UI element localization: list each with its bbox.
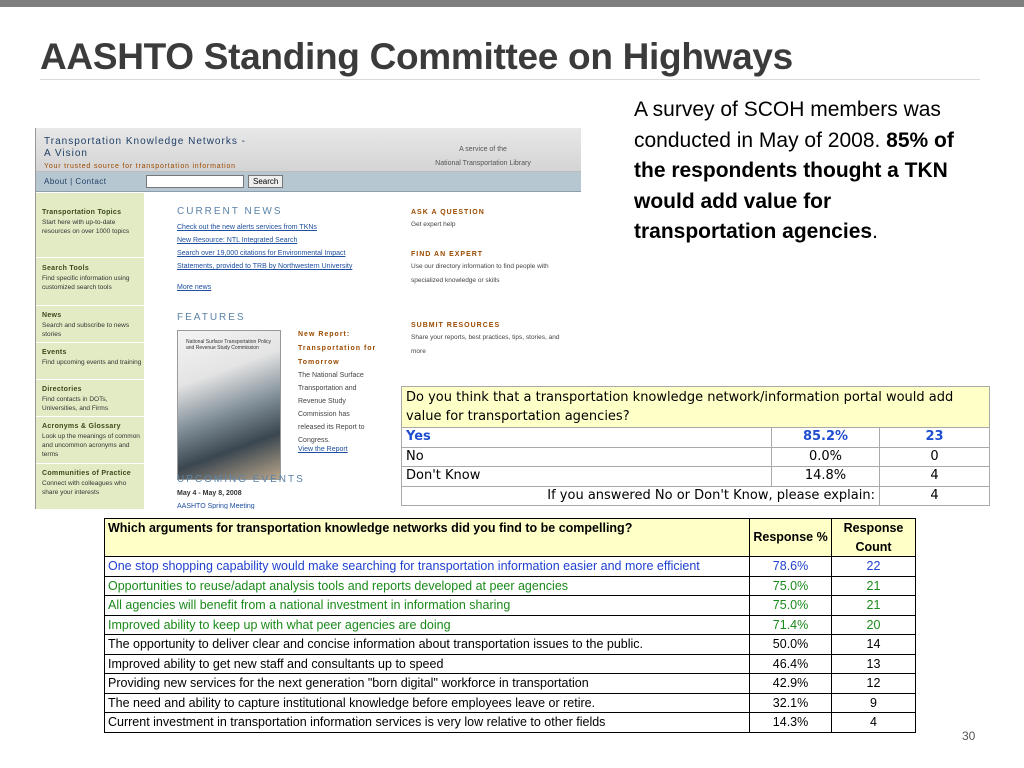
website-search-input[interactable]: [146, 175, 244, 188]
explain-label: If you answered No or Don't Know, please explain:: [402, 486, 880, 506]
argument-count: 4: [832, 713, 916, 733]
service-line1: A service of the: [459, 146, 507, 153]
submit-resources-heading: SUBMIT RESOURCES: [411, 322, 501, 329]
sidebar-item-head: Events: [42, 349, 67, 356]
sidebar-divider: [36, 463, 144, 464]
argument-text: Opportunities to reuse/adapt analysis tools and reports developed at peer agencies: [105, 576, 750, 596]
upcoming-events-heading: UPCOMING EVENTS: [177, 474, 305, 485]
website-header: [36, 128, 581, 172]
argument-text: Improved ability to get new staff and consultants up to speed: [105, 654, 750, 674]
website-sidebar: [36, 193, 144, 509]
argument-text: Improved ability to keep up with what peer agencies are doing: [105, 615, 750, 635]
slide-title: AASHTO Standing Committee on Highways: [40, 36, 793, 77]
answer-label: No: [402, 447, 772, 467]
argument-text: All agencies will benefit from a national investment in information sharing: [105, 596, 750, 616]
sidebar-item-news[interactable]: [42, 311, 142, 339]
explain-count: 4: [880, 486, 990, 506]
argument-percent: 75.0%: [750, 576, 832, 596]
sidebar-item-head: Communities of Practice: [42, 470, 131, 477]
website-brand-line2: A Vision: [44, 148, 88, 159]
summary-intro: A survey of SCOH members was conducted in May of 2008.: [634, 98, 941, 152]
sidebar-divider: [36, 305, 144, 306]
feature-title: New Report: Transportation for Tomorrow: [298, 331, 377, 366]
argument-text: One stop shopping capability would make searching for transportation information easier and more efficient: [105, 557, 750, 577]
event-link[interactable]: AASHTO Spring Meeting: [177, 503, 255, 509]
answer-label: Yes: [402, 428, 772, 448]
sidebar-divider: [36, 379, 144, 380]
website-tagline: Your trusted source for transportation information: [44, 163, 236, 170]
sidebar-item-events[interactable]: [42, 348, 142, 367]
view-report-link[interactable]: View the Report: [298, 446, 348, 453]
website-nav-links[interactable]: About | Contact: [44, 177, 107, 186]
sidebar-item-desc: Search and subscribe to news stories: [42, 322, 130, 338]
question-header: Do you think that a transportation knowledge network/information portal would add value for transportation agencies?: [402, 387, 990, 428]
website-brand-line1: Transportation Knowledge Networks -: [44, 136, 246, 147]
news-link[interactable]: Check out the new alerts services from TKNs: [177, 224, 317, 231]
argument-count: 14: [832, 635, 916, 655]
ask-question-desc: Get expert help: [411, 221, 456, 228]
sidebar-item-desc: Find upcoming events and training: [42, 359, 142, 366]
answer-count: 0: [880, 447, 990, 467]
sidebar-item-desc: Find contacts in DOTs, Universities, and Firms: [42, 396, 109, 412]
find-expert-desc: Use our directory information to find people with specialized knowledge or skills: [411, 263, 549, 284]
arguments-question-header: Which arguments for transportation knowledge networks did you find to be compelling?: [105, 519, 750, 557]
argument-count: 20: [832, 615, 916, 635]
arguments-table: [104, 518, 916, 733]
current-news-heading: CURRENT NEWS: [177, 206, 283, 217]
argument-percent: 71.4%: [750, 615, 832, 635]
website-search-button[interactable]: Search: [248, 175, 283, 188]
answer-count: 4: [880, 467, 990, 487]
answer-label: Don't Know: [402, 467, 772, 487]
sidebar-item-head: Directories: [42, 386, 82, 393]
argument-text: The opportunity to deliver clear and concise information about transportation issues to the public.: [105, 635, 750, 655]
sidebar-divider: [36, 342, 144, 343]
sidebar-divider: [36, 257, 144, 258]
sidebar-item-acronyms[interactable]: [42, 422, 142, 459]
website-brand: [44, 136, 246, 160]
argument-count: 12: [832, 674, 916, 694]
service-line2: National Transportation Library: [435, 160, 531, 167]
table-row: [402, 486, 990, 506]
submit-resources-desc: Share your reports, best practices, tips, stories, and more: [411, 334, 560, 355]
argument-percent: 14.3%: [750, 713, 832, 733]
sidebar-item-communities[interactable]: [42, 469, 142, 497]
sidebar-item-head: Transportation Topics: [42, 209, 122, 216]
response-percent-header: Response %: [750, 519, 832, 557]
page-number: 30: [962, 729, 976, 743]
argument-count: 21: [832, 576, 916, 596]
submit-resources-block[interactable]: [411, 321, 571, 359]
table-row: [105, 635, 916, 655]
feature-description: The National Surface Transportation and Revenue Study Commission has released its Report to Congress.: [298, 372, 365, 444]
argument-count: 21: [832, 596, 916, 616]
table-row: [105, 654, 916, 674]
answer-percent: 0.0%: [772, 447, 880, 467]
argument-percent: 32.1%: [750, 693, 832, 713]
website-service-note: [418, 143, 548, 171]
argument-percent: 78.6%: [750, 557, 832, 577]
answer-percent: 14.8%: [772, 467, 880, 487]
table-row: [105, 615, 916, 635]
news-link[interactable]: New Resource: NTL Integrated Search: [177, 237, 298, 244]
event-date: May 4 - May 8, 2008: [177, 490, 242, 497]
argument-count: 9: [832, 693, 916, 713]
survey-summary: [634, 95, 964, 248]
table-header-row: [105, 519, 916, 557]
top-bar: [0, 0, 1024, 7]
current-news-links: [177, 221, 387, 273]
news-link[interactable]: Statements, provided to TRB by Northwestern University: [177, 263, 353, 270]
table-row: [105, 576, 916, 596]
answer-count: 23: [880, 428, 990, 448]
summary-end: .: [872, 220, 878, 243]
argument-percent: 46.4%: [750, 654, 832, 674]
table-row: [402, 428, 990, 448]
more-news-link[interactable]: More news: [177, 284, 212, 291]
argument-percent: 50.0%: [750, 635, 832, 655]
sidebar-item-head: News: [42, 312, 62, 319]
table-row: [105, 674, 916, 694]
summary-highlight: 85% of the respondents thought a TKN would add value for transportation agencies: [634, 128, 954, 243]
table-row: [105, 557, 916, 577]
table-row: [402, 467, 990, 487]
table-row: [105, 693, 916, 713]
table-row: [105, 713, 916, 733]
sidebar-item-desc: Look up the meanings of common and uncommon acronyms and terms: [42, 433, 140, 458]
sidebar-item-desc: Start here with up-to-date resources on over 1000 topics: [42, 219, 130, 235]
features-heading: FEATURES: [177, 312, 246, 323]
argument-percent: 75.0%: [750, 596, 832, 616]
sidebar-item-search-tools[interactable]: [42, 264, 142, 292]
report-cover-caption: National Surface Transportation Policy and Revenue Study Commission: [186, 339, 272, 351]
answer-percent: 85.2%: [772, 428, 880, 448]
response-count-header: Response Count: [832, 519, 916, 557]
argument-percent: 42.9%: [750, 674, 832, 694]
sidebar-item-directories[interactable]: [42, 385, 142, 413]
sidebar-item-head: Acronyms & Glossary: [42, 423, 121, 430]
ask-question-block[interactable]: [411, 208, 571, 232]
report-cover-image[interactable]: [177, 330, 281, 480]
find-expert-heading: FIND AN EXPERT: [411, 251, 484, 258]
sidebar-item-desc: Connect with colleagues who share your interests: [42, 480, 127, 496]
sidebar-item-topics[interactable]: [42, 208, 142, 236]
title-divider: [40, 79, 980, 80]
argument-text: The need and ability to capture institutional knowledge before employees leave or retire.: [105, 693, 750, 713]
sidebar-item-head: Search Tools: [42, 265, 90, 272]
value-question-table: [401, 386, 990, 506]
sidebar-divider: [36, 416, 144, 417]
argument-text: Current investment in transportation information services is very low relative to other fields: [105, 713, 750, 733]
argument-count: 13: [832, 654, 916, 674]
argument-count: 22: [832, 557, 916, 577]
sidebar-item-desc: Find specific information using customized search tools: [42, 275, 130, 291]
table-row: [105, 596, 916, 616]
ask-question-heading: ASK A QUESTION: [411, 209, 485, 216]
news-link[interactable]: Search over 19,000 citations for Environmental Impact: [177, 250, 346, 257]
table-row: [402, 447, 990, 467]
find-expert-block[interactable]: [411, 250, 571, 288]
argument-text: Providing new services for the next generation "born digital" workforce in transportation: [105, 674, 750, 694]
website-nav-bar: [36, 172, 581, 192]
table-row: [402, 387, 990, 428]
